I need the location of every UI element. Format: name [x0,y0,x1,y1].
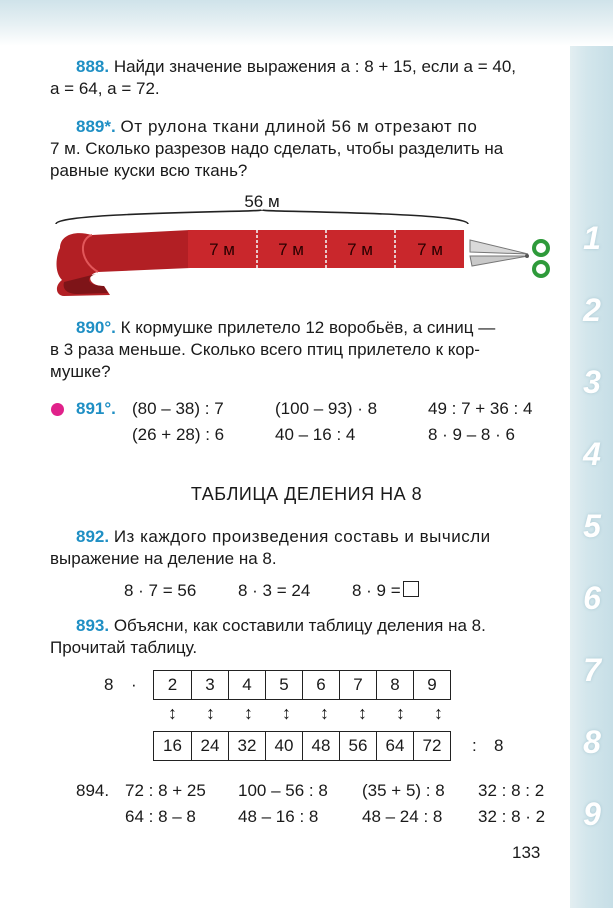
table-bottom-cell: 32 [228,732,265,760]
problem-889-number: 889*. [76,117,116,136]
side-tab-5: 5 [583,508,601,544]
problem-894-expr-2-4: 32 : 8 · 2 [478,807,546,826]
table-bottom-cell: 40 [265,732,302,760]
problem-888-number: 888. [76,57,110,76]
side-tab-9: 9 [583,796,601,832]
problem-889-text2: 7 м. Сколько разрезов надо сделать, чтобы разделить на [50,139,504,158]
table-bottom-cell: 16 [163,736,182,755]
side-tab-1: 1 [583,220,601,256]
side-tab-6: 6 [583,580,601,616]
table-arrow: ↕ [282,703,291,723]
problem-889-text3: равные куски всю ткань? [50,161,248,180]
side-tab-3: 3 [583,364,601,400]
problem-892-text1: Из каждого произведения составь и вычисли [113,527,491,546]
problem-888-text2: а = 64, а = 72. [50,79,160,98]
fabric-roll [57,230,191,296]
problem-889-text1: От рулона ткани длиной 56 м отрезают по [120,117,478,136]
table-top-cell: 5 [265,671,302,699]
problem-893-text2: Прочитай таблицу. [50,638,198,657]
table-bottom-cell: 72 [413,732,450,760]
table-multiplier: 8 [104,675,114,694]
problem-891-expr-1-1: (80 – 38) : 7 [132,399,224,418]
problem-894-expr-1-3: (35 + 5) : 8 [362,781,445,800]
piece-label-1: 7 м [209,240,235,259]
problem-894-number: 894. [76,781,110,800]
problem-890-text2: в 3 раза меньше. Сколько всего птиц прилетело к кор- [50,340,480,359]
problem-894-expr-1-1: 72 : 8 + 25 [125,781,206,800]
piece-label-3: 7 м [347,240,373,259]
problem-891-expr-2-2: 40 – 16 : 4 [275,425,356,444]
priority-marker-dot [51,403,64,416]
side-tab-8: 8 [583,724,601,760]
answer-box [403,581,419,597]
table-arrow: ↕ [434,703,443,723]
side-tab-7: 7 [583,652,601,688]
table-bottom-cell: 24 [191,732,228,760]
problem-892-expr-3-text: 8 · 9 = [352,581,401,600]
problem-888-text1: Найди значение выражения а : 8 + 15, если а = 40, [113,57,516,76]
problem-892-expr-1: 8 · 7 = 56 [124,581,197,600]
total-length-brace [56,210,468,224]
table-divisor: 8 [494,736,504,755]
problem-891-expr-1-2: (100 – 93) · 8 [275,399,378,418]
table-top-row [153,670,451,700]
piece-label-4: 7 м [417,240,443,259]
problem-890-number: 890°. [76,318,116,337]
table-arrow: ↕ [244,703,253,723]
problem-894-expr-1-2: 100 – 56 : 8 [238,781,328,800]
table-multiply-sign: · [131,675,137,694]
problem-892-number: 892. [76,527,110,546]
chapter-sidebar [570,46,613,908]
problem-892-line1 [76,526,491,548]
table-top-cell: 8 [376,671,413,699]
table-arrow: ↕ [320,703,329,723]
table-top-cell: 3 [191,671,228,699]
problem-890-text3: мушке? [50,362,111,381]
total-length-label: 56 м [244,192,280,211]
table-bottom-row [153,731,451,761]
problem-893-number: 893. [76,616,110,635]
table-top-cell: 7 [339,671,376,699]
table-top-cell: 9 [413,671,450,699]
problem-891-expr-1-3: 49 : 7 + 36 : 4 [428,399,533,418]
problem-893-text1: Объясни, как составили таблицу деления на 8. [113,616,486,635]
table-arrow: ↕ [396,703,405,723]
table-divide-sign: : [472,736,477,755]
scissors-icon [470,240,548,276]
table-arrow: ↕ [168,703,177,723]
piece-label-2: 7 м [278,240,304,259]
table-top-cell: 2 [167,675,178,694]
problem-891-expr-2-1: (26 + 28) : 6 [132,425,225,444]
problem-892-text2: выражение на деление на 8. [50,549,277,568]
page-number: 133 [512,843,541,862]
side-tab-4: 4 [583,436,601,472]
table-top-cell: 6 [302,671,339,699]
table-bottom-cell: 56 [339,732,376,760]
problem-890-text1: К кормушке прилетело 12 воробьёв, а синиц — [120,318,496,337]
section-title: ТАБЛИЦА ДЕЛЕНИЯ НА 8 [190,484,423,504]
problem-892-expr-2: 8 · 3 = 24 [238,581,311,600]
table-top-cell: 4 [228,671,265,699]
problem-894-expr-2-2: 48 – 16 : 8 [238,807,319,826]
problem-891-expr-2-3: 8 · 9 – 8 · 6 [428,425,515,444]
side-tab-2: 2 [583,292,601,328]
table-arrow: ↕ [358,703,367,723]
problem-893-line1 [76,615,486,637]
problem-892-expr-3 [352,580,419,602]
table-bottom-cell: 64 [376,732,413,760]
problem-888-line1 [76,56,516,78]
fabric-roll-figure [0,190,570,310]
table-arrow: ↕ [206,703,215,723]
problem-894-expr-2-1: 64 : 8 – 8 [125,807,196,826]
problem-894-expr-1-4: 32 : 8 : 2 [478,781,545,800]
problem-890-line1 [76,317,495,339]
problem-891-number: 891°. [76,399,116,418]
problem-889-line1 [76,116,477,138]
table-bottom-cell: 48 [302,732,339,760]
problem-894-expr-2-3: 48 – 24 : 8 [362,807,443,826]
top-header-fade [0,0,613,46]
